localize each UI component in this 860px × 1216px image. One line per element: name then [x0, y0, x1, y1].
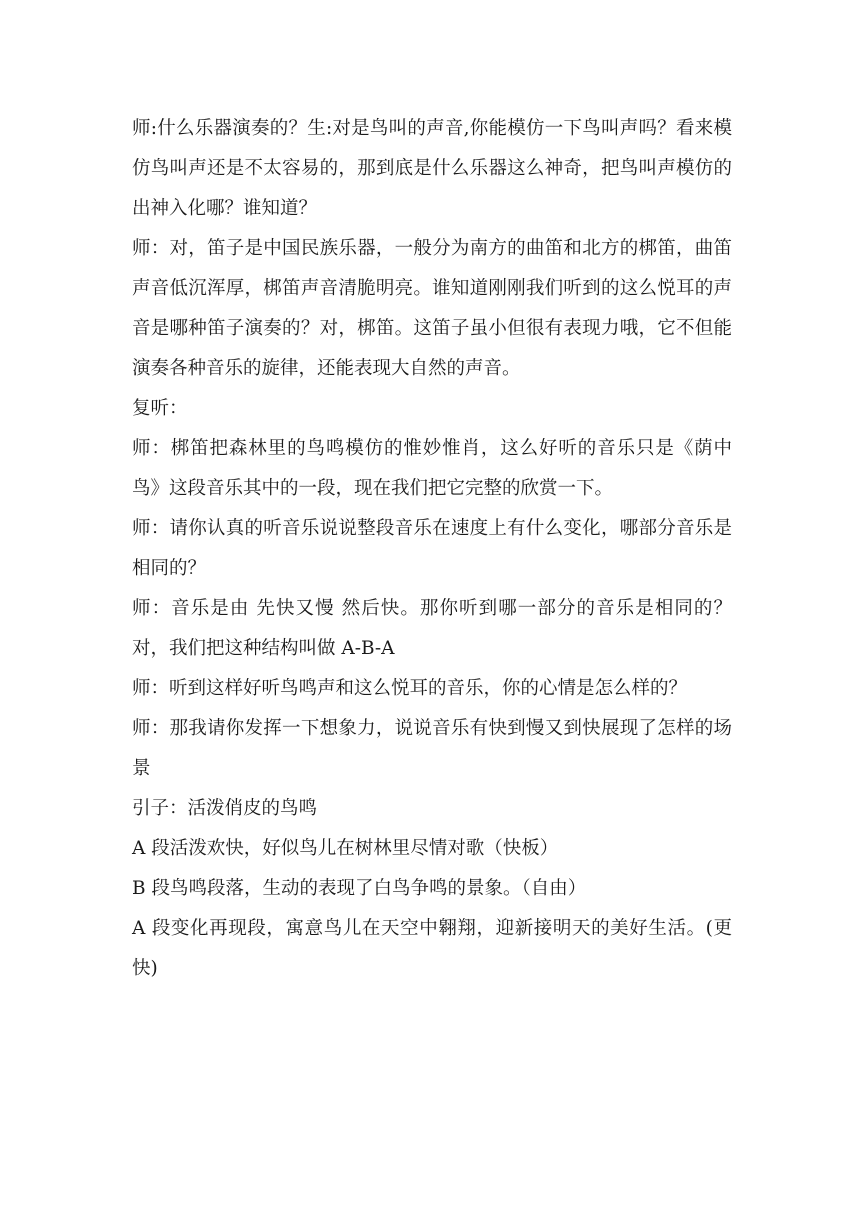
paragraph-11: B 段鸟鸣段落，生动的表现了白鸟争鸣的景象。（自由）: [132, 878, 587, 899]
document-page: [132, 109, 732, 989]
paragraph-10: A 段活泼欢快，好似鸟儿在树林里尽情对歌（快板）: [132, 838, 559, 859]
paragraph-1: 师:什么乐器演奏的？生:对是鸟叫的声音,你能模仿一下鸟叫声吗？看来模仿鸟叫声还是不太容易的，那到底是什么乐器这么神奇，把鸟叫声模仿的出神入化哪？谁知道？: [132, 118, 732, 219]
paragraph-7: 师：听到这样好听鸟鸣声和这么悦耳的音乐，你的心情是怎么样的？: [132, 678, 688, 699]
paragraph-2: 师：对，笛子是中国民族乐器，一般分为南方的曲笛和北方的梆笛，曲笛声音低沉浑厚，梆笛声音清脆明亮。谁知道刚刚我们听到的这么悦耳的声音是哪种笛子演奏的？对，梆笛。这笛子虽小但很有表现力哦，它不但能演奏各种音乐的旋律，还能表现大自然的声音。: [132, 238, 732, 379]
paragraph-5: 师：请你认真的听音乐说说整段音乐在速度上有什么变化，哪部分音乐是相同的？: [132, 518, 732, 579]
paragraph-9: 引子：活泼俏皮的鸟鸣: [132, 798, 318, 819]
paragraph-12: A 段变化再现段，寓意鸟儿在天空中翱翔，迎新接明天的美好生活。(更快): [132, 918, 732, 979]
paragraph-3: 复听：: [132, 398, 188, 419]
paragraph-8: 师：那我请你发挥一下想象力，说说音乐有快到慢又到快展现了怎样的场景: [132, 718, 732, 779]
paragraph-6: 师：音乐是由 先快又慢 然后快。那你听到哪一部分的音乐是相同的？对，我们把这种结构叫做 A-B-A: [132, 598, 732, 659]
paragraph-4: 师：梆笛把森林里的鸟鸣模仿的惟妙惟肖，这么好听的音乐只是《荫中鸟》这段音乐其中的一段，现在我们把它完整的欣赏一下。: [132, 438, 732, 499]
